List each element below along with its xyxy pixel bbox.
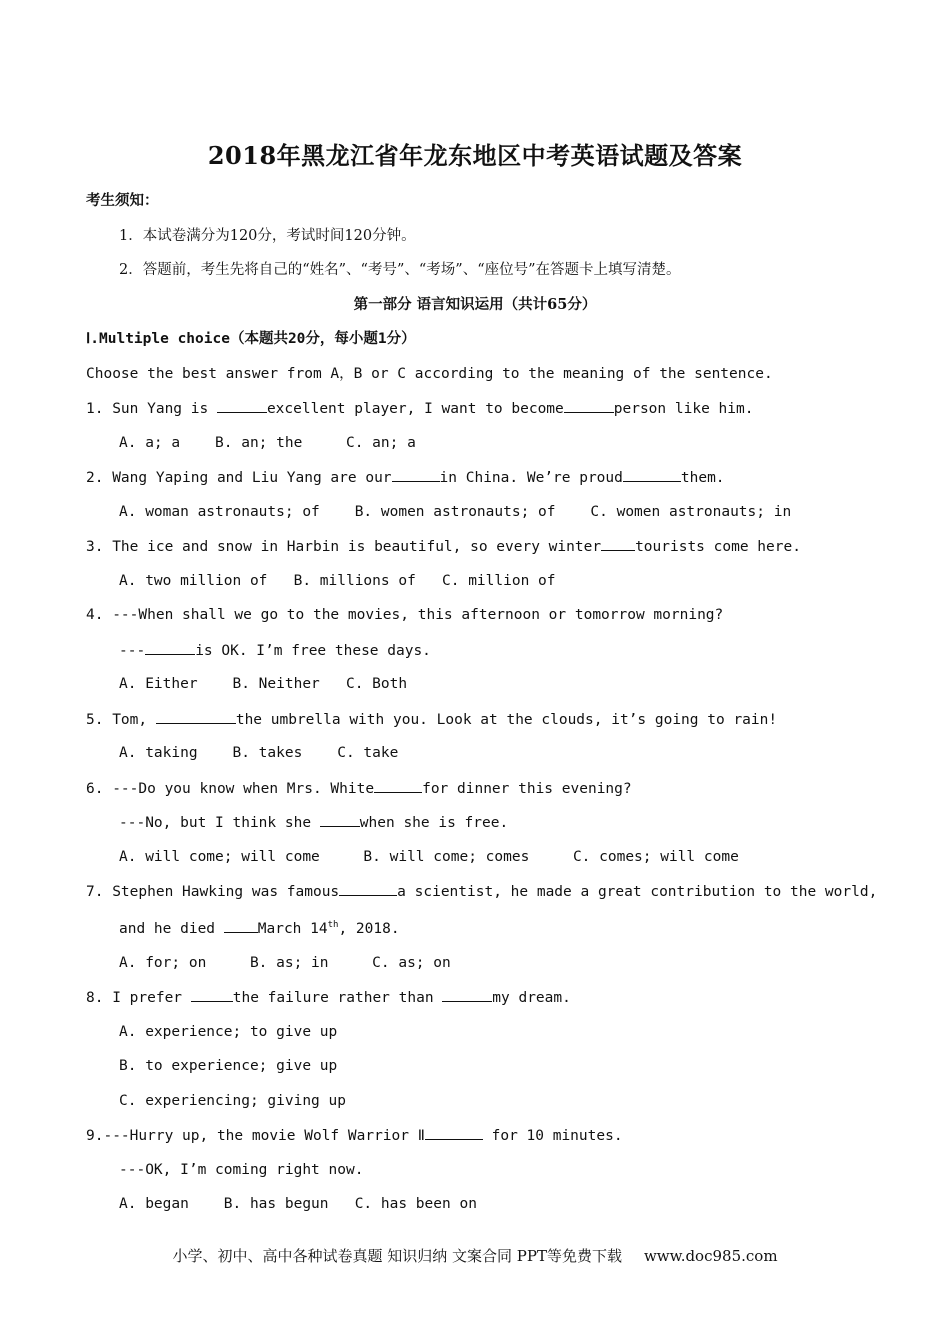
answer-blank: [156, 709, 236, 724]
question-7-cont: [119, 918, 400, 938]
question-8-option-c: C. experiencing; giving up: [119, 1093, 346, 1109]
q8-text-c: my dream.: [492, 990, 571, 1006]
question-2: [86, 467, 725, 487]
q7-cont-c: , 2018.: [338, 921, 400, 937]
page-title: 2018年黑龙江省年龙东地区中考英语试题及答案: [207, 141, 743, 170]
question-9-reply: ---OK, I’m coming right now.: [119, 1162, 364, 1178]
question-1-options: A. a; a B. an; the C. an; a: [119, 435, 416, 451]
part-heading: 第一部分 语言知识运用（共计65分）: [353, 296, 597, 313]
answer-blank: [392, 467, 440, 482]
question-5: [86, 709, 777, 729]
q3-text-b: tourists come here.: [635, 539, 801, 555]
page-footer: [0, 1245, 950, 1266]
question-6-reply: [119, 812, 508, 832]
q3-text-a: 3. The ice and snow in Harbin is beautiful, so every winter: [86, 539, 602, 555]
q7-cont-a: and he died: [119, 921, 224, 937]
question-7: [86, 881, 877, 901]
q5-text-b: the umbrella with you. Look at the clouds, it’s going to rain!: [235, 712, 778, 728]
q9-text-a: 9.---Hurry up, the movie Wolf Warrior Ⅱ: [86, 1128, 425, 1144]
question-4: 4. ---When shall we go to the movies, this afternoon or tomorrow morning?: [86, 607, 724, 623]
q5-text-a: 5. Tom,: [86, 712, 156, 728]
q1-text-c: person like him.: [613, 401, 754, 417]
q6-text-b: for dinner this evening?: [422, 781, 632, 797]
answer-blank: [339, 881, 397, 896]
q2-text-b: in China. We’re proud: [439, 470, 623, 486]
q8-text-b: the failure rather than: [232, 990, 443, 1006]
question-1: [86, 398, 753, 418]
question-3: [86, 536, 801, 556]
question-5-options: A. taking B. takes C. take: [119, 745, 399, 761]
question-8-option-b: B. to experience; give up: [119, 1058, 338, 1074]
q1-text-b: excellent player, I want to become: [266, 401, 564, 417]
question-8-option-a: A. experience; to give up: [119, 1024, 338, 1040]
footer-site-link[interactable]: www.doc985.com: [643, 1247, 778, 1265]
q8-text-a: 8. I prefer: [86, 990, 191, 1006]
answer-blank: [217, 398, 267, 413]
q9-text-b: for 10 minutes.: [482, 1128, 623, 1144]
q1-text-a: 1. Sun Yang is: [86, 401, 217, 417]
question-3-options: A. two million of B. millions of C. million of: [119, 573, 556, 589]
q4-text-a: ---: [119, 643, 146, 659]
q4-text-b: is OK. I’m free these days.: [195, 643, 431, 659]
question-7-options: A. for; on B. as; in C. as; on: [119, 955, 451, 971]
answer-blank: [145, 640, 195, 655]
answer-blank: [601, 536, 635, 551]
question-2-options: A. woman astronauts; of B. women astronauts; of C. women astronauts; in: [119, 504, 792, 520]
q6-reply-b: when she is free.: [359, 815, 509, 831]
q6-reply-a: ---No, but I think she: [119, 815, 320, 831]
q7-text-a: 7. Stephen Hawking was famous: [86, 884, 340, 900]
ordinal-suffix: th: [327, 920, 339, 930]
q2-text-c: them.: [680, 470, 725, 486]
answer-blank: [564, 398, 614, 413]
question-4-reply: [119, 640, 431, 660]
q7-cont-b: March 14: [257, 921, 328, 937]
notice-heading: 考生须知：: [86, 192, 159, 209]
notice-item-2: 2．答题前，考生先将自己的“姓名”、“考号”、“考场”、“座位号”在答题卡上填写清楚。: [119, 262, 681, 278]
answer-blank: [442, 987, 492, 1002]
answer-blank: [320, 812, 360, 827]
question-6: [86, 778, 632, 798]
section-heading: Ⅰ.Multiple choice（本题共20分，每小题1分）: [86, 331, 416, 347]
question-9-options: A. began B. has begun C. has been on: [119, 1196, 477, 1212]
answer-blank: [224, 918, 258, 933]
notice-item-1: 1．本试卷满分为120分，考试时间120分钟。: [119, 228, 416, 244]
q7-text-b: a scientist, he made a great contribution to the world,: [397, 884, 878, 900]
answer-blank: [374, 778, 422, 793]
footer-text: 小学、初中、高中各种试卷真题 知识归纳 文案合同 PPT等免费下载: [172, 1247, 622, 1265]
answer-blank: [623, 467, 681, 482]
q2-text-a: 2. Wang Yaping and Liu Yang are our: [86, 470, 392, 486]
q6-text-a: 6. ---Do you know when Mrs. White: [86, 781, 375, 797]
question-9: [86, 1125, 623, 1145]
question-8: [86, 987, 571, 1007]
question-4-options: A. Either B. Neither C. Both: [119, 676, 408, 692]
question-6-options: A. will come; will come B. will come; comes C. comes; will come: [119, 849, 739, 865]
section-instruction: Choose the best answer from A，B or C according to the meaning of the sentence.: [86, 366, 773, 382]
answer-blank: [191, 987, 233, 1002]
answer-blank: [425, 1125, 483, 1140]
